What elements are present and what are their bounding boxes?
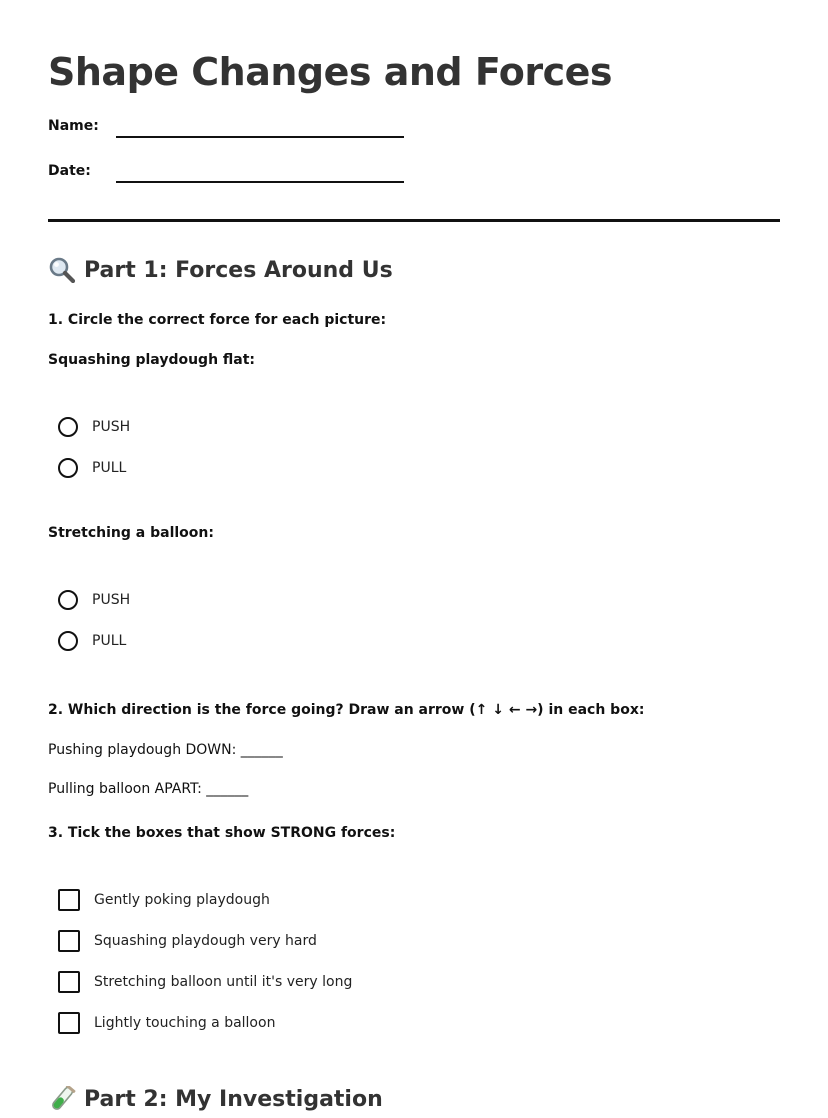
option-label: PUSH	[92, 419, 131, 435]
checkbox[interactable]	[58, 889, 80, 911]
date-line[interactable]	[116, 181, 404, 183]
option-label: PUSH	[92, 592, 131, 608]
part2-heading	[48, 1086, 383, 1112]
radio-circle[interactable]	[58, 458, 78, 478]
checkbox[interactable]	[58, 971, 80, 993]
q1-prompt: 1. Circle the correct force for each picture:	[48, 312, 387, 328]
checkbox[interactable]	[58, 930, 80, 952]
part1-heading-text: Part 1: Forces Around Us	[84, 257, 393, 283]
q1-item2-option-pull[interactable]	[58, 628, 126, 654]
q3-option[interactable]	[58, 887, 270, 913]
q2-line[interactable]: Pulling balloon APART: ______	[48, 781, 249, 797]
option-label: Gently poking playdough	[94, 892, 270, 908]
q3-prompt: 3. Tick the boxes that show STRONG forces:	[48, 825, 396, 841]
option-label: Stretching balloon until it's very long	[94, 974, 353, 990]
q3-option[interactable]	[58, 969, 352, 995]
checkbox[interactable]	[58, 1012, 80, 1034]
date-label: Date:	[48, 163, 91, 179]
page-title: Shape Changes and Forces	[48, 50, 613, 94]
radio-circle[interactable]	[58, 631, 78, 651]
option-label: Lightly touching a balloon	[94, 1015, 276, 1031]
q2-line[interactable]: Pushing playdough DOWN: ______	[48, 742, 283, 758]
q1-item1-option-pull[interactable]	[58, 455, 126, 481]
option-label: Squashing playdough very hard	[94, 933, 317, 949]
radio-circle[interactable]	[58, 417, 78, 437]
q1-item2-option-push[interactable]	[58, 587, 130, 613]
magnifying-glass-icon	[48, 257, 76, 283]
q2-prompt: 2. Which direction is the force going? Draw an arrow (↑ ↓ ← →) in each box:	[48, 702, 645, 718]
q1-item-label: Squashing playdough flat:	[48, 352, 256, 368]
name-field	[48, 118, 408, 142]
q3-option[interactable]	[58, 928, 317, 954]
header-divider	[48, 219, 780, 222]
part2-heading-text: Part 2: My Investigation	[84, 1086, 383, 1112]
q1-item1-option-push[interactable]	[58, 414, 130, 440]
date-field	[48, 163, 408, 187]
option-label: PULL	[92, 633, 127, 649]
option-label: PULL	[92, 460, 127, 476]
q1-item-label: Stretching a balloon:	[48, 525, 214, 541]
part1-heading	[48, 257, 393, 283]
radio-circle[interactable]	[58, 590, 78, 610]
name-label: Name:	[48, 118, 99, 134]
test-tube-icon	[48, 1086, 76, 1112]
q3-option[interactable]	[58, 1010, 275, 1036]
name-line[interactable]	[116, 136, 404, 138]
